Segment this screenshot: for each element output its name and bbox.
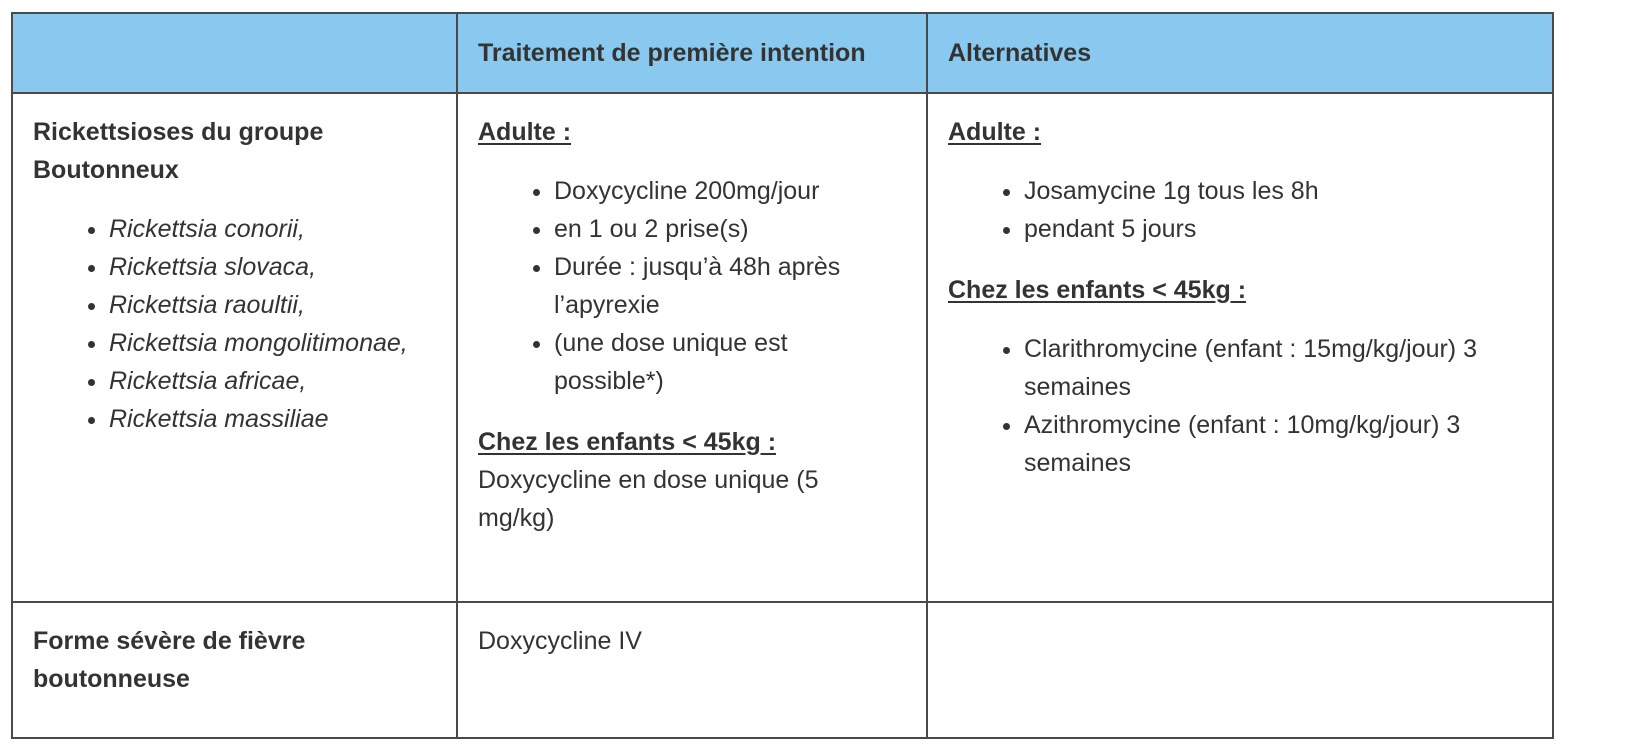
document-wrapper <box>11 12 1554 739</box>
species-item: • Rickettsia africae, <box>109 362 436 400</box>
condition-title <box>33 113 436 189</box>
species-item: • Rickettsia massiliae <box>109 400 436 438</box>
treatment-item: • Doxycycline 200mg/jour <box>554 172 884 210</box>
child-alternatives-list <box>948 330 1524 482</box>
table-header <box>12 13 1553 93</box>
species-item: • Rickettsia slovaca, <box>109 248 436 286</box>
header-row <box>12 13 1553 93</box>
table-row <box>12 602 1553 738</box>
condition-title-line: Boutonneux <box>33 156 179 184</box>
treatment-text: Doxycycline IV <box>478 627 642 655</box>
alternative-item: • Josamycine 1g tous les 8h <box>1024 172 1532 210</box>
condition-title-line: Rickettsioses du groupe <box>33 118 324 146</box>
condition-title <box>33 622 436 698</box>
condition-title-line: Forme sévère de fièvre <box>33 627 306 655</box>
alternative-item: • pendant 5 jours <box>1024 210 1532 248</box>
species-item: • Rickettsia mongolitimonae, <box>109 324 436 362</box>
adult-alternatives-list <box>948 172 1532 248</box>
adult-label: Adulte : <box>948 118 1042 146</box>
species-item: • Rickettsia raoultii, <box>109 286 436 324</box>
adult-treatment-list <box>478 172 884 400</box>
treatment-item: • (une dose unique est possible*) <box>554 324 884 400</box>
adult-label: Adulte : <box>478 118 572 146</box>
header-first-line-treatment: Traitement de première intention <box>457 13 927 93</box>
header-cell-empty <box>12 13 457 93</box>
alternatives-cell <box>927 93 1553 602</box>
child-label: Chez les enfants < 45kg : <box>948 276 1247 304</box>
first-line-cell <box>457 602 927 738</box>
species-item: • Rickettsia conorii, <box>109 210 436 248</box>
alternative-item: • Azithromycine (enfant : 10mg/kg/jour) 3 semaines <box>1024 406 1524 482</box>
header-alternatives: Alternatives <box>927 13 1553 93</box>
condition-cell <box>12 93 457 602</box>
treatment-item: • en 1 ou 2 prise(s) <box>554 210 884 248</box>
table-row <box>12 93 1553 602</box>
treatment-item: • Durée : jusqu’à 48h après l’apyrexie <box>554 248 884 324</box>
child-treatment-text: Doxycycline en dose unique (5 mg/kg) <box>478 466 819 532</box>
condition-title-line: boutonneuse <box>33 665 190 693</box>
table-body <box>12 93 1553 738</box>
first-line-cell <box>457 93 927 602</box>
alternatives-cell <box>927 602 1553 738</box>
condition-cell <box>12 602 457 738</box>
alternative-item: • Clarithromycine (enfant : 15mg/kg/jour) 3 semaines <box>1024 330 1524 406</box>
species-list <box>33 210 436 438</box>
child-label: Chez les enfants < 45kg : <box>478 428 777 456</box>
treatment-table <box>11 12 1554 739</box>
